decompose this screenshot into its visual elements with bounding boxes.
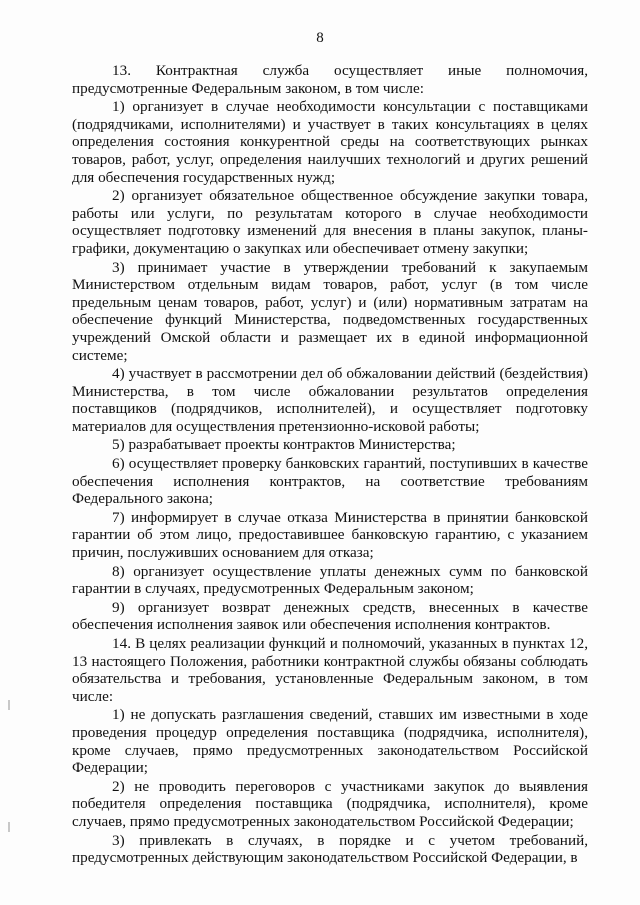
paragraph-14-item-1: 1) не допускать разглашения сведений, ставших им известными в ходе проведения процедур определения поставщика (подрядчика, исполнителя), кроме случаев, прямо предусмотренных законодательством Российской Федерации; xyxy=(72,706,588,777)
paragraph-13-item-2: 2) организует обязательное общественное обсуждение закупки товара, работы или услуги, по результатам которого в случае необходимости осуществляет подготовку изменений для внесения в планы закупок, планы-графики, документацию о закупках или обеспечивает отмену закупки; xyxy=(72,187,588,257)
paragraph-13-item-7: 7) информирует в случае отказа Министерства в принятии банковской гарантии об этом лицо, предоставившее банковскую гарантию, с указанием причин, послуживших основанием для отказа; xyxy=(72,508,588,562)
paragraph-13-item-3: 3) принимает участие в утверждении требований к закупаемым Министерством отдельным видам товаров, работ, услуг (в том числе предельным ценам товаров, работ, услуг) и (или) нормативным затратам на обеспечение функций Министерства, подведомственных государственных учреждений Омской области и размещает их в единой информационной системе; xyxy=(72,258,588,364)
paragraph-14-item-3: 3) привлекать в случаях, в порядке и с учетом требований, предусмотренных действующим законодательством Российской Федерации, в xyxy=(72,831,588,867)
paragraph-14: 14. В целях реализации функций и полномочий, указанных в пунктах 12, 13 настоящего Положения, работники контрактной службы обязаны соблюдать обязательства и требования, установленные Федеральным законом, в том числе: xyxy=(72,635,588,705)
scan-edge-mark xyxy=(8,822,10,832)
document-body xyxy=(72,62,588,867)
paragraph-13-item-9: 9) организует возврат денежных средств, внесенных в качестве обеспечения исполнения заявок или обеспечения исполнения контрактов. xyxy=(72,598,588,634)
scan-edge-mark xyxy=(8,700,10,710)
paragraph-13: 13. Контрактная служба осуществляет иные полномочия, предусмотренные Федеральным законом, в том числе: xyxy=(72,62,588,97)
page-number: 8 xyxy=(316,30,324,46)
paragraph-13-item-1: 1) организует в случае необходимости консультации с поставщиками (подрядчиками, исполнителями) и участвует в таких консультациях в целях определения состояния конкурентной среды на соответствующих рынках товаров, работ, услуг, определения наилучших технологий и других решений для обеспечения государственных нужд; xyxy=(72,98,588,186)
paragraph-13-item-5: 5) разрабатывает проекты контрактов Министерства; xyxy=(112,436,456,454)
paragraph-14-item-2: 2) не проводить переговоров с участниками закупок до выявления победителя определения поставщика (подрядчика, исполнителя), кроме случаев, прямо предусмотренных законодательством Российской Федерации; xyxy=(72,777,588,830)
paragraph-13-item-8: 8) организует осуществление уплаты денежных сумм по банковской гарантии в случаях, предусмотренных Федеральным законом; xyxy=(72,562,588,598)
paragraph-13-item-6: 6) осуществляет проверку банковских гарантий, поступивших в качестве обеспечения исполнения контрактов, на соответствие требованиям Федерального закона; xyxy=(72,455,588,508)
paragraph-13-item-4: 4) участвует в рассмотрении дел об обжаловании действий (бездействия) Министерства, в том числе обжаловании результатов определения поставщиков (подрядчиков, исполнителей), и осуществляет подготовку материалов для осуществления претензионно-исковой работы; xyxy=(72,365,588,435)
